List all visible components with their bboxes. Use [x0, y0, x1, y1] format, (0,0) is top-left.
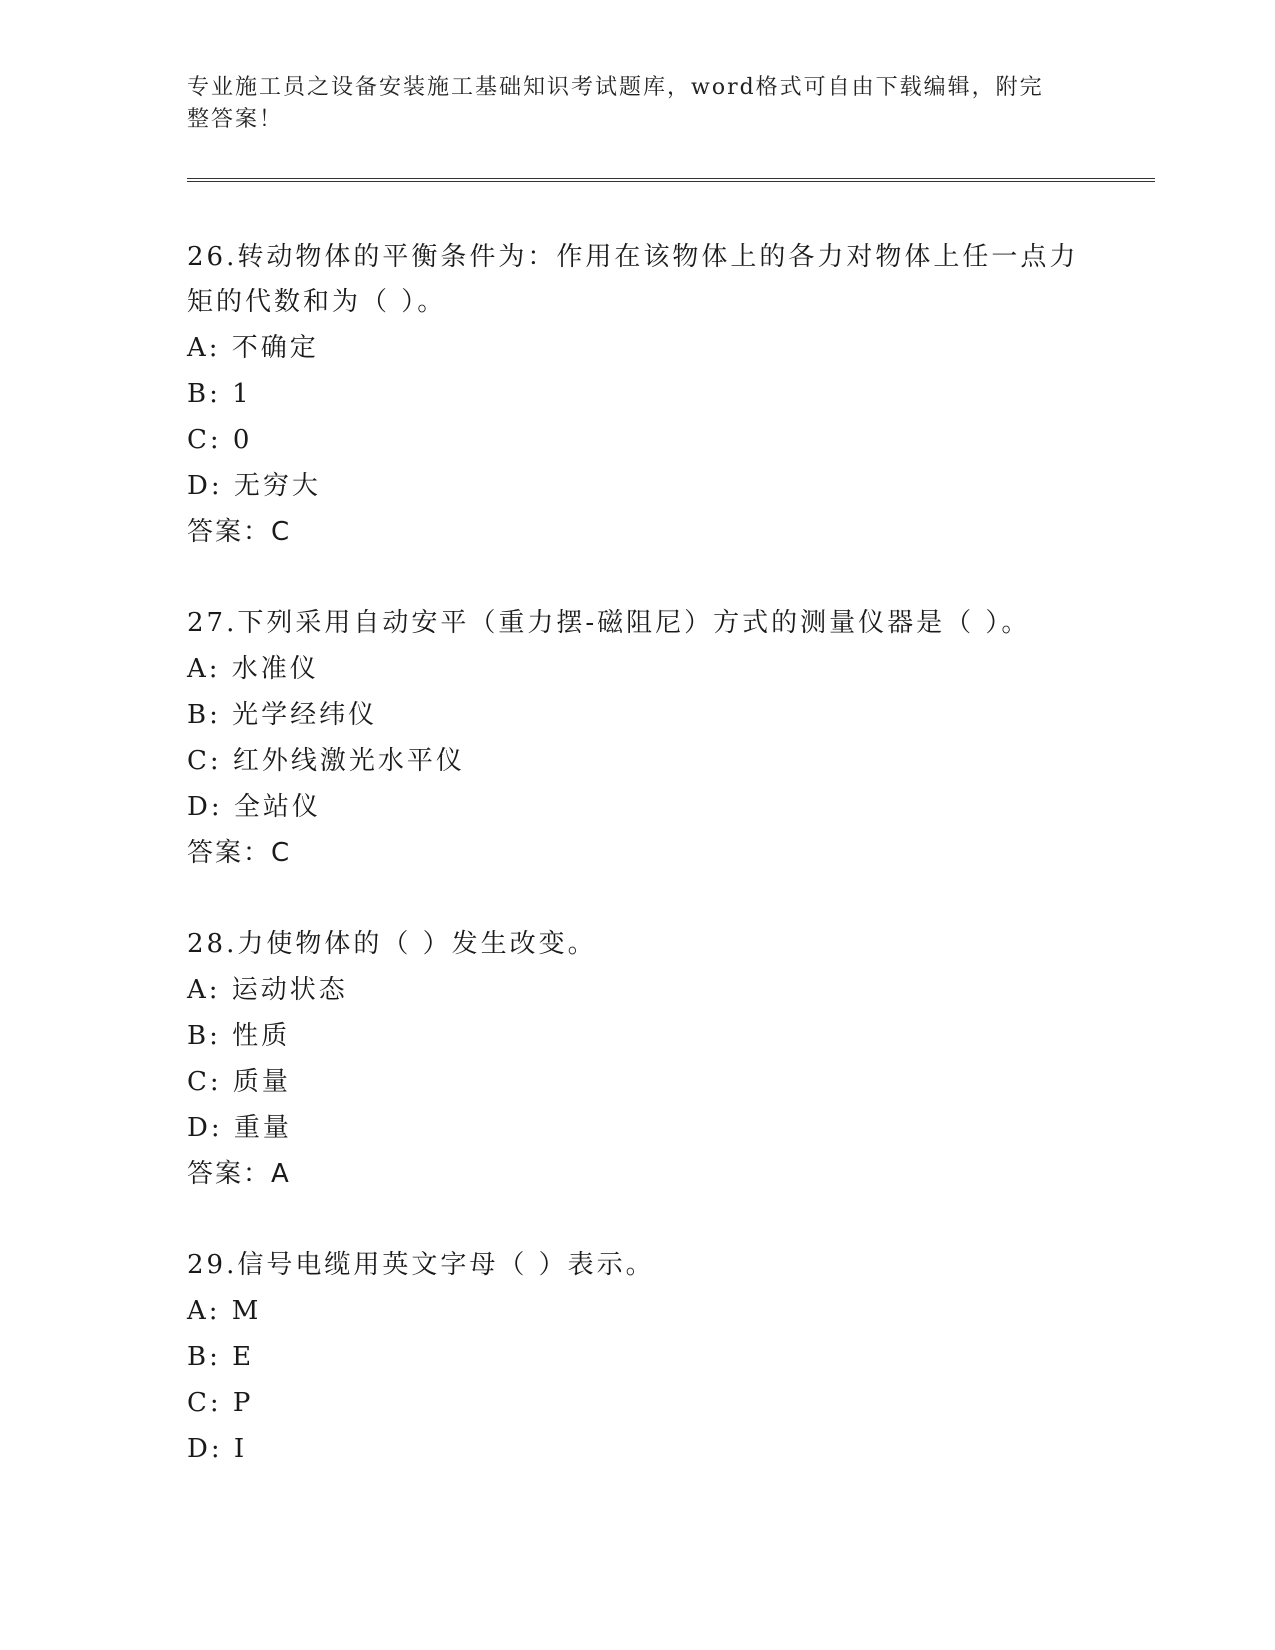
question-stem: 29.信号电缆用英文字母（ ）表示。	[187, 1250, 655, 1280]
option-c: C: 质量	[187, 1067, 291, 1097]
option-c: C: 红外线激光水平仪	[187, 746, 465, 776]
question-stem: 27.下列采用自动安平（重力摆-磁阻尼）方式的测量仪器是（ ）。	[187, 608, 1031, 638]
option-a: A: M	[187, 1296, 262, 1326]
option-a: A: 不确定	[187, 333, 319, 363]
document-header: 专业施工员之设备安装施工基础知识考试题库，word格式可自由下载编辑，附完整答案！	[187, 75, 1044, 132]
option-b: B: E	[187, 1342, 255, 1372]
option-c: C: P	[187, 1388, 254, 1418]
option-d: D: 重量	[187, 1113, 292, 1143]
header-divider	[187, 178, 1155, 182]
option-c: C: 0	[187, 425, 253, 455]
answer: 答案：C	[187, 838, 292, 868]
question-list	[187, 235, 1107, 1472]
option-d: D: 无穷大	[187, 471, 321, 501]
option-a: A: 运动状态	[187, 975, 348, 1005]
question-28	[187, 922, 1107, 1197]
option-b: B: 光学经纬仪	[187, 700, 378, 730]
option-d: D: I	[187, 1434, 248, 1464]
answer: 答案：C	[187, 517, 292, 547]
question-29	[187, 1243, 1107, 1472]
question-26	[187, 235, 1107, 555]
question-stem: 26.转动物体的平衡条件为：作用在该物体上的各力对物体上任一点力矩的代数和为（ ）。	[187, 242, 1079, 317]
question-27	[187, 601, 1107, 876]
option-b: B: 性质	[187, 1021, 291, 1051]
answer: 答案：A	[187, 1159, 291, 1189]
option-d: D: 全站仪	[187, 792, 321, 822]
option-b: B: 1	[187, 379, 252, 409]
option-a: A: 水准仪	[187, 654, 319, 684]
question-stem: 28.力使物体的（ ）发生改变。	[187, 929, 597, 959]
